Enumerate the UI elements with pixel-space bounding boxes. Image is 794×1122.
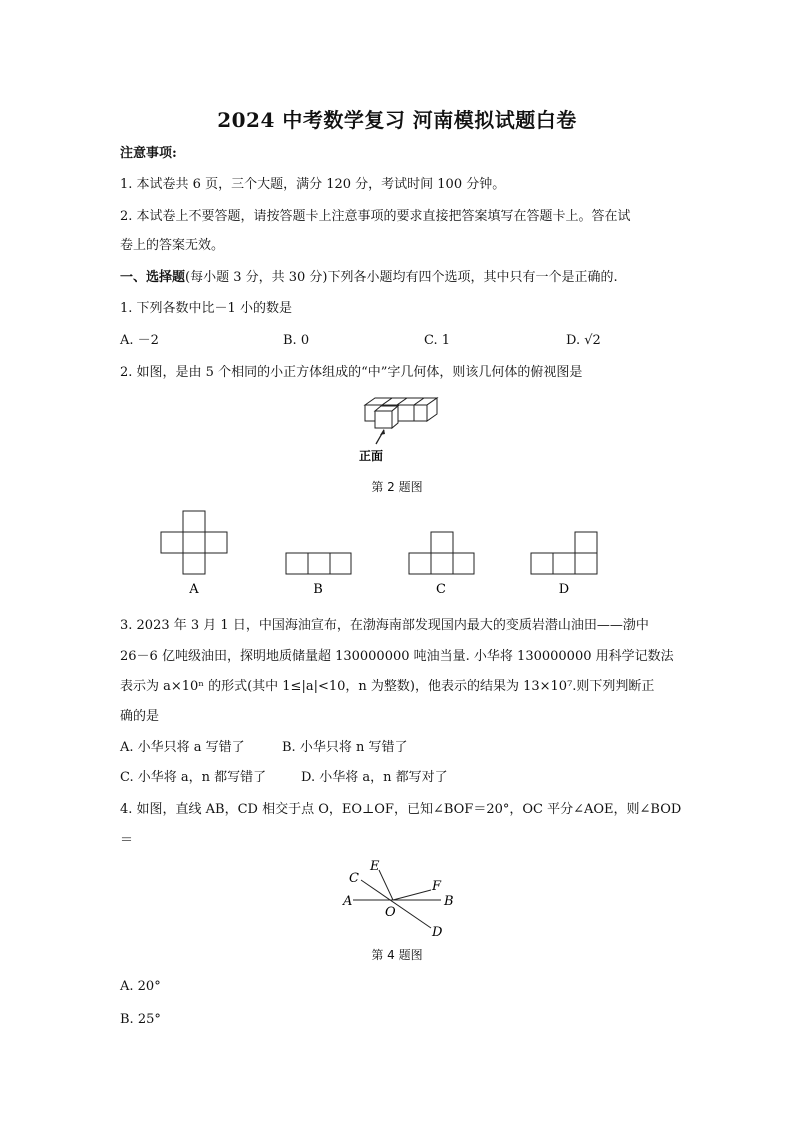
label-c: C xyxy=(349,871,359,886)
q3-line-1: 3. 2023 年 3 月 1 日，中国海油宣布，在渤海南部发现国内最大的变质岩潜山油田——渤中 xyxy=(120,618,649,633)
q2-option-a-label: A xyxy=(189,582,199,597)
notice-item-2-line-1: 2. 本试卷上不要答题，请按答题卡上注意事项的要求直接把答案填写在答题卡上。答在试 xyxy=(120,209,631,224)
q4-caption: 第 4 题图 xyxy=(371,948,423,962)
q3-option-d: D. 小华将 a，n 都写对了 xyxy=(301,770,448,785)
q1-option-a: A. －2 xyxy=(120,333,159,348)
notice-heading: 注意事项: xyxy=(120,146,177,161)
line-cd xyxy=(361,880,431,928)
label-d: D xyxy=(432,925,443,940)
ray-oe xyxy=(379,870,393,900)
ray-of xyxy=(393,890,431,900)
q3-line-2: 26－6 亿吨级油田，探明地质储量超 130000000 吨油当量. 小华将 130000000 用科学记数法 xyxy=(120,649,674,664)
section-1-desc: (每小题 3 分，共 30 分)下列各小题均有四个选项，其中只有一个是正确的. xyxy=(185,270,618,285)
section-1-label: 一、选择题 xyxy=(120,270,186,285)
label-e: E xyxy=(370,859,380,874)
label-b: B xyxy=(444,894,454,909)
q2-option-c-label: C xyxy=(436,582,446,597)
q4-angle-figure xyxy=(335,858,465,938)
section-1-heading xyxy=(120,269,618,287)
q1-stem: 1. 下列各数中比－1 小的数是 xyxy=(120,301,292,316)
q3-option-b: B. 小华只将 n 写错了 xyxy=(282,740,408,755)
q2-option-d-label: D xyxy=(558,582,570,597)
q3-option-c: C. 小华将 a，n 都写错了 xyxy=(120,770,267,785)
label-f: F xyxy=(432,879,442,894)
q2-caption: 第 2 题图 xyxy=(371,480,423,494)
q3-line-3: 表示为 a×10ⁿ 的形式(其中 1≤|a|<10，n 为整数)，他表示的结果为 13×10⁷.则下列判断正 xyxy=(120,679,655,694)
q3-option-a: A. 小华只将 a 写错了 xyxy=(120,740,245,755)
page-title: 2024 中考数学复习 河南模拟试题白卷 xyxy=(217,108,577,132)
label-a: A xyxy=(343,894,353,909)
notice-item-2-line-2: 卷上的答案无效。 xyxy=(120,238,225,253)
q2-solid-figure xyxy=(354,392,454,464)
q2-option-c-figure xyxy=(408,510,478,600)
q1-option-c: C. 1 xyxy=(424,333,451,348)
q4-option-a: A. 20° xyxy=(120,979,161,994)
q2-option-a-figure xyxy=(160,510,230,600)
q2-stem: 2. 如图，是由 5 个相同的小正方体组成的“中”字几何体，则该几何体的俯视图是 xyxy=(120,365,583,380)
notice-item-1: 1. 本试卷共 6 页，三个大题，满分 120 分，考试时间 100 分钟。 xyxy=(120,177,506,192)
q2-front-label: 正面 xyxy=(359,449,384,463)
q2-option-b-figure xyxy=(285,510,355,600)
q2-option-b-label: B xyxy=(313,582,323,597)
q2-option-d-figure xyxy=(530,510,605,600)
q4-line-1: 4. 如图，直线 AB，CD 相交于点 O，EO⊥OF，已知∠BOF＝20°，OC 平分∠AOE，则∠BOD xyxy=(120,802,682,817)
label-o: O xyxy=(385,905,396,920)
q3-line-4: 确的是 xyxy=(120,709,160,724)
q1-option-d: D. √2 xyxy=(566,333,601,348)
q4-line-2: ＝ xyxy=(120,833,134,848)
q4-option-b: B. 25° xyxy=(120,1012,161,1027)
q1-option-b: B. 0 xyxy=(283,333,310,348)
